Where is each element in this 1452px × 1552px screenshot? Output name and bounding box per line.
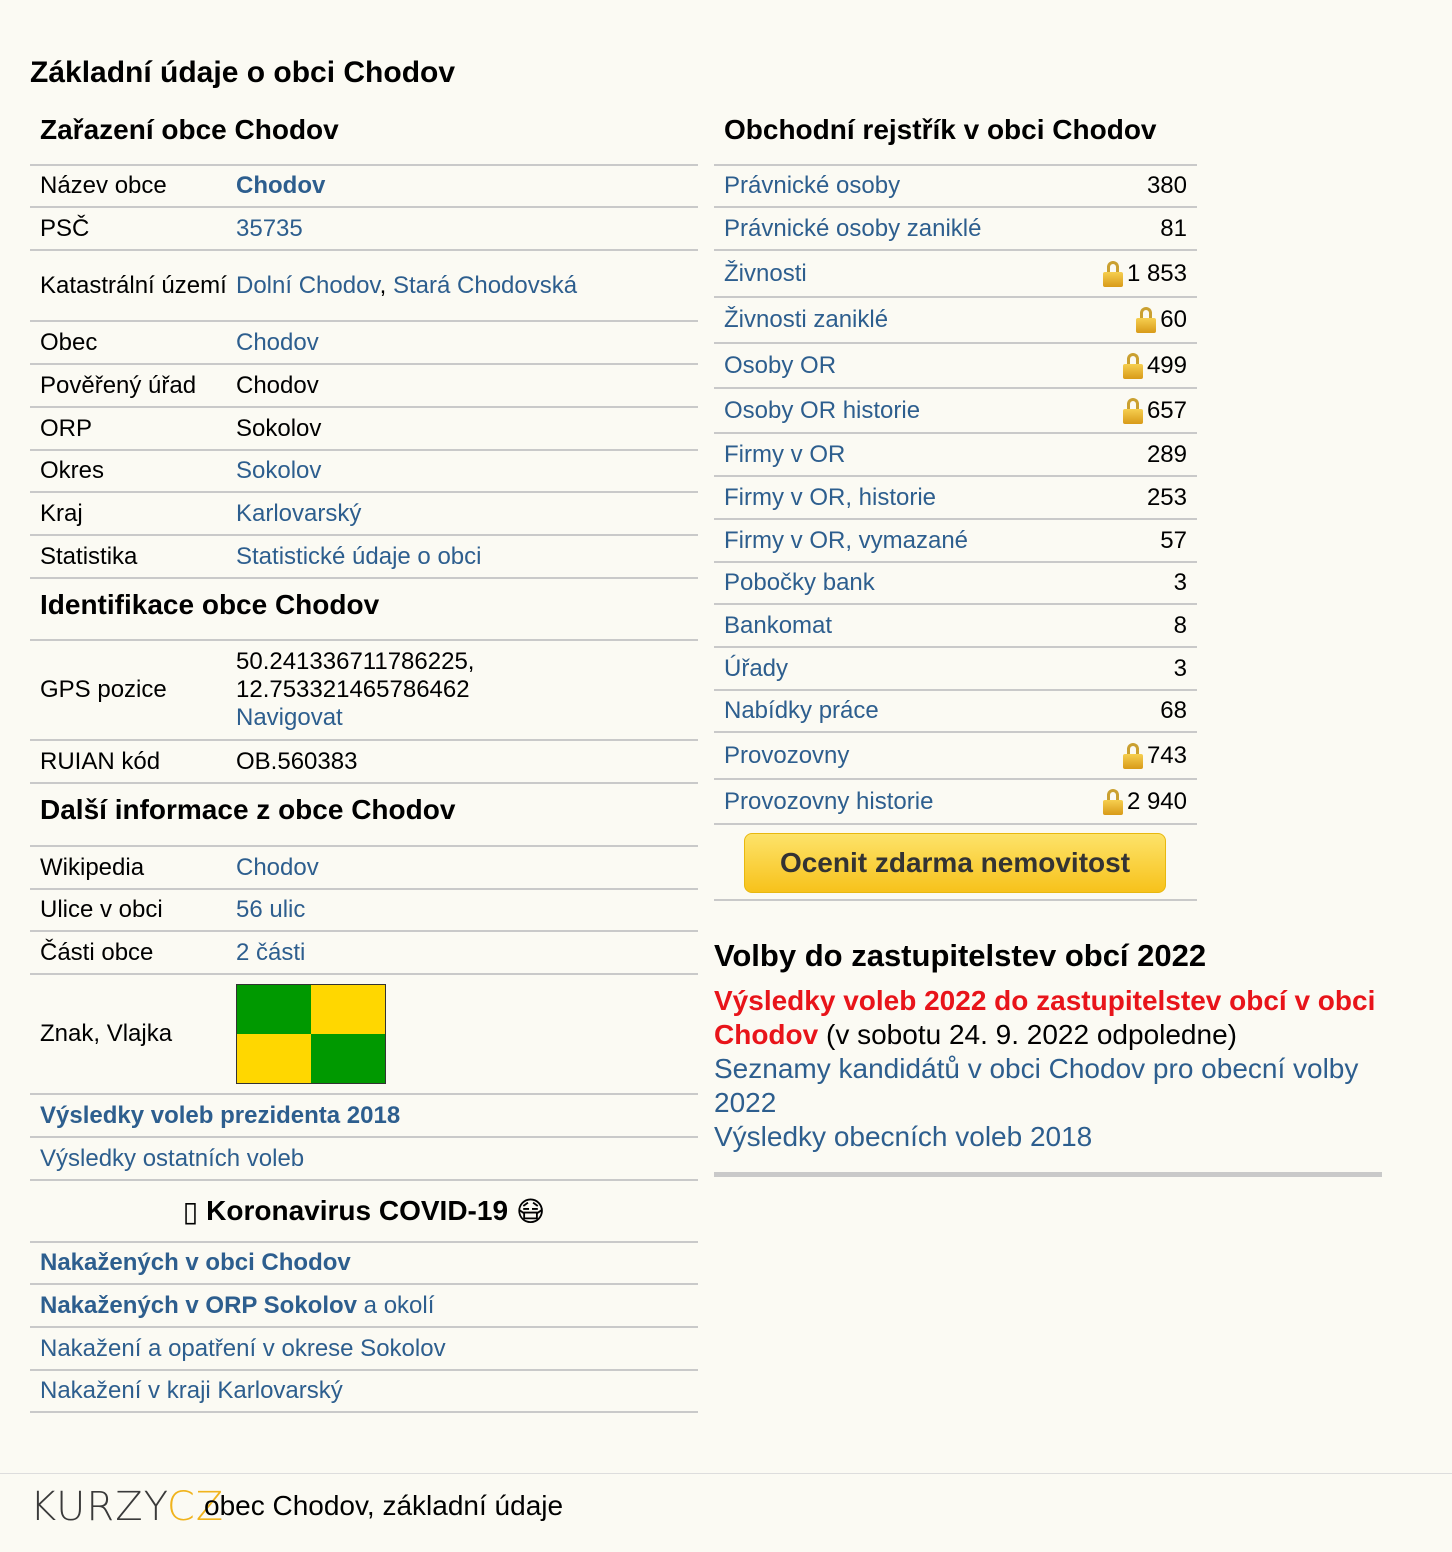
nazev-obce-link[interactable]: Chodov [236, 172, 326, 199]
rejstrik-count: 380 [1146, 172, 1187, 199]
rejstrik-count-wrap [1174, 612, 1187, 640]
okres-link[interactable]: Sokolov [236, 457, 322, 484]
rejstrik-link[interactable]: Firmy v OR, vymazané [724, 526, 969, 554]
rejstrik-link[interactable]: Bankomat [724, 611, 833, 639]
volby-results-paragraph [714, 984, 1382, 1052]
footer [0, 1473, 1452, 1552]
covid-heading [30, 1181, 698, 1243]
rejstrik-row [714, 389, 1197, 434]
logo-part-cz: CZ [166, 1484, 225, 1530]
rejstrik-row [714, 780, 1197, 825]
rejstrik-count: 2 940 [1126, 787, 1187, 815]
row-okres [30, 451, 698, 493]
obec-link[interactable]: Chodov [236, 328, 319, 356]
identifikace-heading: Identifikace obce Chodov [30, 579, 698, 641]
seznamy-paragraph [714, 1052, 1382, 1120]
rejstrik-link[interactable]: Živnosti [724, 259, 807, 287]
row-label: RUIAN kód [40, 747, 161, 775]
row-gps [30, 641, 698, 741]
dalsi-heading: Další informace z obce Chodov [30, 784, 698, 847]
rejstrik-count: 657 [1146, 396, 1187, 424]
rejstrik-count-wrap [1123, 352, 1187, 380]
vysledky-2018-link[interactable]: Výsledky obecních voleb 2018 [714, 1121, 1093, 1152]
face-mask-icon: 😷 [516, 1194, 546, 1228]
ruian-value: OB.560383 [236, 747, 358, 775]
rejstrik-row [714, 648, 1197, 691]
footer-text: obec Chodov, základní údaje [204, 1490, 564, 1521]
rejstrik-count-wrap [1136, 306, 1187, 334]
gps-values [236, 648, 688, 732]
row-covid-okres [30, 1328, 698, 1371]
row-label: Katastrální území [40, 271, 227, 299]
row-label: Statistika [40, 542, 138, 570]
row-orp [30, 408, 698, 451]
row-covid-kraj [30, 1371, 698, 1413]
right-column [714, 108, 1197, 901]
rejstrik-count-wrap [1123, 397, 1187, 425]
row-label: Pověřený úřad [40, 371, 197, 399]
vysledky-2018-paragraph [714, 1120, 1382, 1154]
row-psc [30, 208, 698, 251]
volby-divider [714, 1172, 1382, 1177]
missing-glyph-icon: ▯ [182, 1195, 199, 1227]
rejstrik-row [714, 434, 1197, 477]
rejstrik-count: 60 [1160, 306, 1187, 333]
katastr-separator: , [379, 271, 393, 299]
rejstrik-count-wrap [1103, 260, 1187, 288]
statistika-link[interactable]: Statistické údaje o obci [236, 542, 482, 570]
covid-heading-text: Koronavirus COVID-19 [206, 1195, 509, 1226]
rejstrik-count-wrap [1147, 441, 1187, 469]
row-covid-orp [30, 1285, 698, 1328]
volby-heading: Volby do zastupitelstev obcí 2022 [714, 938, 1207, 973]
rejstrik-row [714, 733, 1197, 780]
povereny-urad-value: Chodov [236, 371, 319, 399]
katastr-values [236, 272, 688, 300]
rejstrik-link[interactable]: Nabídky práce [724, 697, 879, 724]
row-znak-vlajka [30, 975, 698, 1095]
rejstrik-count: 57 [1160, 526, 1187, 554]
left-column [30, 108, 698, 1413]
lock-icon[interactable] [1123, 743, 1143, 769]
psc-link[interactable]: 35735 [236, 214, 303, 242]
lock-icon[interactable] [1103, 789, 1123, 815]
zarazeni-heading: Zařazení obce Chodov [30, 108, 698, 166]
katastr-link-dolni-chodov[interactable]: Dolní Chodov [236, 271, 380, 299]
rejstrik-link[interactable]: Právnické osoby [724, 172, 901, 199]
rejstrik-count: 3 [1173, 654, 1187, 682]
rejstrik-row [714, 344, 1197, 389]
row-label: Název obce [40, 172, 167, 199]
vysledky-2022-note: (v sobotu 24. 9. 2022 odpoledne) [818, 1019, 1237, 1050]
row-label: Kraj [40, 499, 83, 527]
nakazenych-orp-bold: Nakažených v ORP Sokolov [40, 1291, 358, 1319]
row-ruian [30, 741, 698, 784]
rejstrik-count-wrap [1103, 788, 1187, 816]
row-casti-obce [30, 932, 698, 975]
rejstrik-list [714, 166, 1197, 825]
gps-lat: 50.241336711786225, [236, 648, 475, 675]
rejstrik-count: 81 [1160, 214, 1187, 242]
flag-green-top-left [237, 985, 311, 1034]
orp-value: Sokolov [236, 414, 322, 442]
row-label: Wikipedia [40, 853, 145, 881]
rejstrik-row [714, 563, 1197, 605]
rejstrik-count: 253 [1146, 483, 1187, 511]
wikipedia-link[interactable]: Chodov [236, 853, 319, 881]
rejstrik-link[interactable]: Živnosti zaniklé [724, 306, 889, 333]
rejstrik-row [714, 691, 1197, 733]
rejstrik-link[interactable]: Úřady [724, 654, 789, 682]
logo-part-kurzy: KURZY [30, 1484, 167, 1530]
rejstrik-link[interactable]: Firmy v OR [724, 440, 846, 468]
rejstrik-count: 289 [1146, 440, 1187, 468]
row-katastralni-uzemi [30, 251, 698, 322]
row-label: PSČ [40, 214, 90, 242]
rejstrik-row [714, 251, 1197, 298]
row-label: Znak, Vlajka [40, 1020, 173, 1047]
rejstrik-row [714, 605, 1197, 648]
kraj-link[interactable]: Karlovarský [236, 499, 362, 527]
gps-lon: 12.753321465786462 [236, 676, 470, 703]
flag-container [236, 984, 688, 1084]
rejstrik-count: 743 [1146, 741, 1187, 769]
nakazenych-orp-link[interactable] [40, 1292, 434, 1320]
rejstrik-count-wrap [1147, 172, 1187, 200]
rejstrik-count: 3 [1173, 569, 1187, 596]
rejstrik-count: 499 [1146, 351, 1187, 379]
kurzy-logo[interactable] [30, 1484, 224, 1530]
rejstrik-row [714, 208, 1197, 251]
rejstrik-row [714, 477, 1197, 520]
rejstrik-count-wrap [1123, 742, 1187, 770]
rejstrik-heading: Obchodní rejstřík v obci Chodov [714, 108, 1197, 166]
rejstrik-count: 8 [1173, 611, 1187, 639]
rejstrik-count-wrap [1160, 527, 1187, 555]
row-label: ORP [40, 414, 93, 442]
rejstrik-count-wrap [1147, 484, 1187, 512]
vysledky-2022-link[interactable]: Výsledky voleb 2022 do zastupitelstev obcí v obci Chodov [714, 985, 1376, 1050]
flag-yellow-top-right [311, 985, 385, 1034]
seznamy-kandidatu-link[interactable]: Seznamy kandidátů v obci Chodov pro obecní volby 2022 [714, 1053, 1359, 1118]
vysledky-prezident-link[interactable]: Výsledky voleb prezidenta 2018 [40, 1101, 401, 1129]
katastr-link-stara-chodovska[interactable]: Stará Chodovská [392, 271, 578, 299]
row-kraj [30, 493, 698, 536]
nakazeni-kraj-link[interactable]: Nakažení v kraji Karlovarský [40, 1377, 343, 1404]
ulice-link[interactable]: 56 ulic [236, 896, 306, 923]
rejstrik-row [714, 166, 1197, 208]
rejstrik-count-wrap [1160, 697, 1187, 725]
row-wikipedia [30, 847, 698, 890]
row-covid-obec [30, 1243, 698, 1285]
rejstrik-link[interactable]: Provozovny [724, 741, 850, 769]
rejstrik-link[interactable]: Právnické osoby zaniklé [724, 214, 982, 242]
nakazenych-orp-rest: a okolí [357, 1291, 435, 1319]
lock-icon[interactable] [1103, 261, 1123, 287]
rejstrik-link[interactable]: Osoby OR historie [724, 396, 921, 424]
navigovat-link[interactable]: Navigovat [236, 704, 343, 731]
row-label: Části obce [40, 938, 154, 966]
vysledky-ostatni-link[interactable]: Výsledky ostatních voleb [40, 1144, 305, 1172]
rejstrik-link[interactable]: Provozovny historie [724, 787, 934, 815]
row-ostatni [30, 1138, 698, 1181]
rejstrik-count: 1 853 [1126, 259, 1187, 287]
row-povereny-urad [30, 365, 698, 408]
row-label: GPS pozice [40, 676, 167, 703]
rejstrik-row [714, 298, 1197, 344]
rejstrik-link[interactable]: Pobočky bank [724, 569, 875, 596]
nakazeni-okres-link[interactable]: Nakažení a opatření v okrese Sokolov [40, 1334, 446, 1362]
rejstrik-count-wrap [1174, 569, 1187, 597]
row-obec [30, 322, 698, 365]
volby-section [714, 938, 1382, 1154]
row-nazev-obce [30, 166, 698, 208]
rejstrik-row [714, 520, 1197, 563]
row-label: Okres [40, 457, 105, 484]
lock-icon[interactable] [1136, 307, 1156, 333]
row-prezident [30, 1095, 698, 1138]
lock-icon[interactable] [1123, 353, 1143, 379]
rejstrik-count: 68 [1160, 697, 1187, 724]
flag-image[interactable] [236, 984, 386, 1084]
page-title: Základní údaje o obci Chodov [30, 56, 456, 89]
lock-icon[interactable] [1123, 398, 1143, 424]
row-ulice [30, 890, 698, 932]
button-row [714, 825, 1197, 901]
ocenit-nemovitost-button[interactable]: Ocenit zdarma nemovitost [744, 833, 1166, 893]
row-label: Ulice v obci [40, 896, 163, 923]
rejstrik-count-wrap [1174, 655, 1187, 683]
casti-obce-link[interactable]: 2 části [236, 938, 306, 966]
row-statistika [30, 536, 698, 579]
flag-yellow-bottom-left [237, 1034, 311, 1083]
flag-green-bottom-right [311, 1034, 385, 1083]
nakazenych-obec-link[interactable]: Nakažených v obci Chodov [40, 1249, 351, 1276]
rejstrik-count-wrap [1160, 215, 1187, 243]
rejstrik-link[interactable]: Firmy v OR, historie [724, 483, 937, 511]
rejstrik-link[interactable]: Osoby OR [724, 351, 837, 379]
row-label: Obec [40, 328, 98, 356]
